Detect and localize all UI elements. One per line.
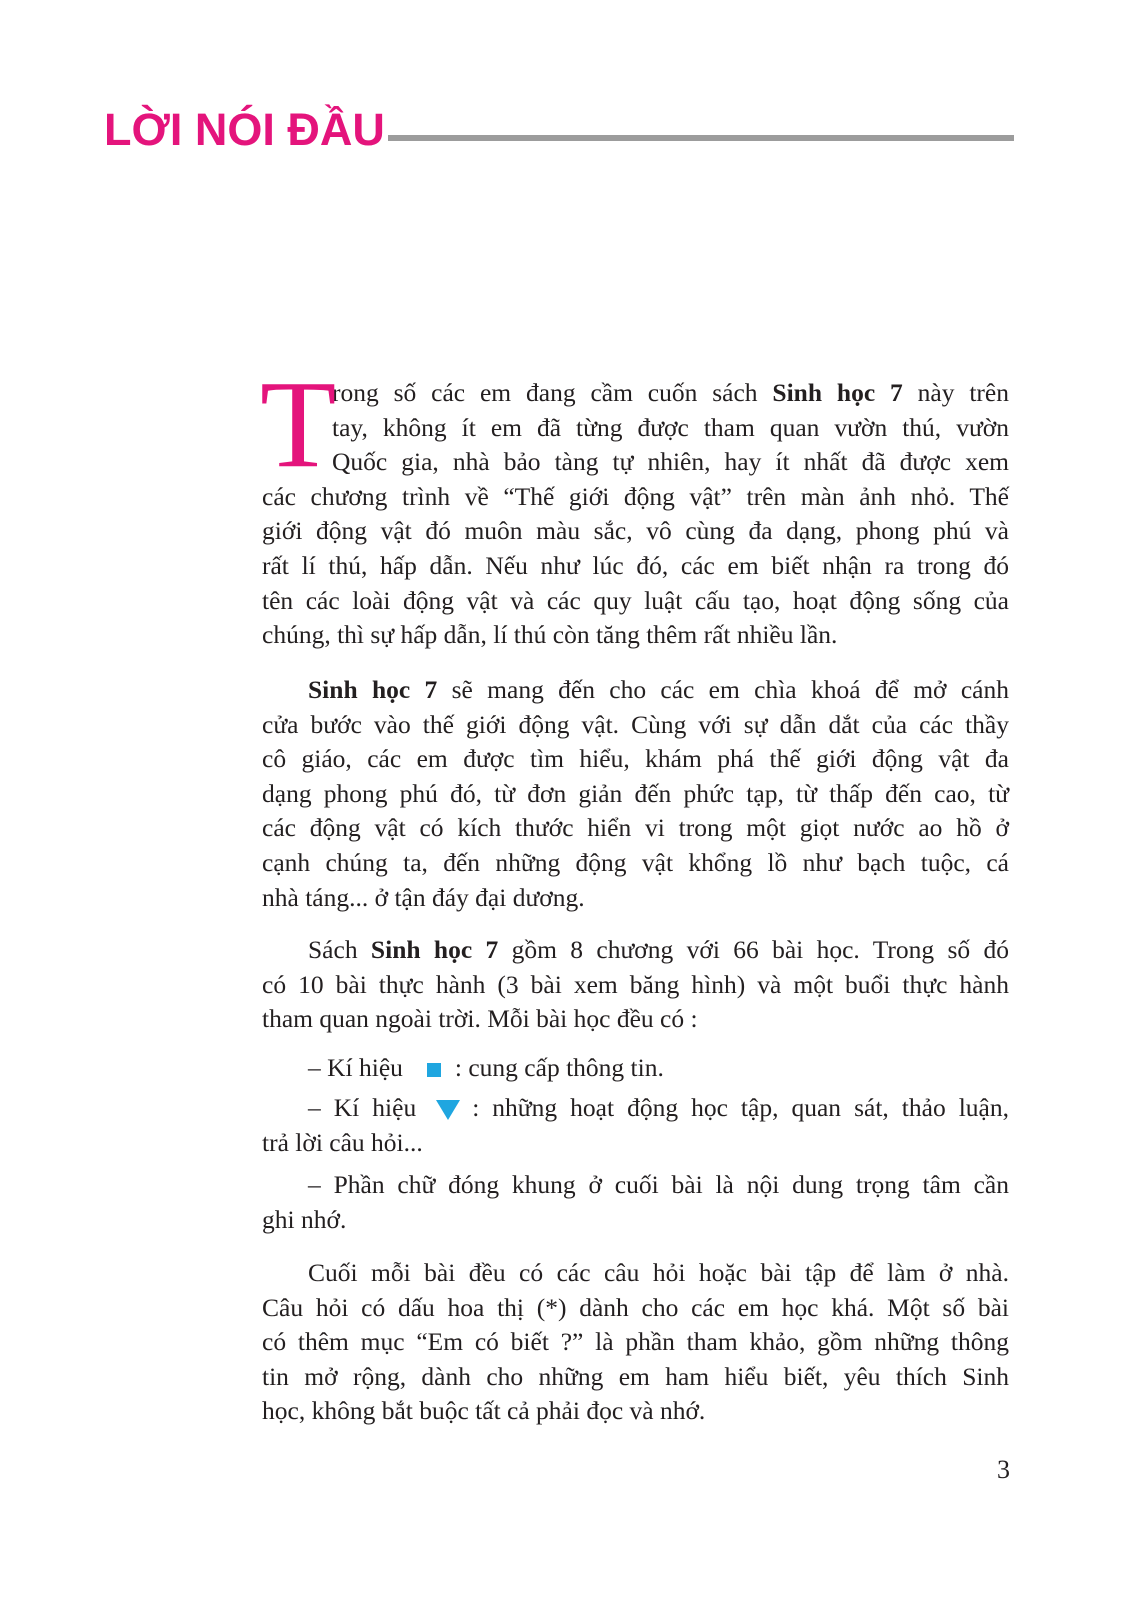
text-run: rong số các em đang cầm cuốn sách — [332, 378, 773, 407]
page-number: 3 — [997, 1455, 1010, 1484]
text-line: tin mở rộng, dành cho những em ham hiểu biết, yêu thích Sinh — [262, 1361, 1009, 1391]
text-line: ghi nhớ. — [262, 1204, 347, 1234]
text-line: nhà táng... ở tận đáy đại dương. — [262, 882, 585, 912]
text-line — [262, 1091, 1009, 1126]
text-line: có thêm mục “Em có biết ?” là phần tham khảo, gồm những thông — [262, 1327, 1009, 1357]
text-line: tay, không ít em đã từng được tham quan vườn thú, vườn — [332, 412, 1009, 442]
page-title: LỜI NÓI ĐẦU — [104, 104, 385, 155]
text-run: sẽ mang đến cho các em chìa khoá để mở cánh — [437, 675, 1009, 704]
legend-item-activity — [262, 1091, 1009, 1160]
legend-item-info — [262, 1051, 1009, 1086]
text-line — [262, 933, 1009, 968]
text-line: tham quan ngoài trời. Mỗi bài học đều có : — [262, 1004, 698, 1034]
paragraph-book-purpose — [262, 673, 1009, 915]
text-line: chúng, thì sự hấp dẫn, lí thú còn tăng thêm rất nhiều lần. — [262, 620, 838, 650]
text-line — [262, 376, 1009, 411]
text-line — [262, 1051, 1009, 1086]
text-line — [262, 673, 1009, 708]
text-line: dạng phong phú đó, từ đơn giản đến phức tạp, từ thấp đến cao, từ — [262, 778, 1009, 808]
blue-square-icon — [427, 1063, 441, 1077]
drop-cap: T — [260, 356, 337, 494]
text-line: có 10 bài thực hành (3 bài xem băng hình) và một buổi thực hành — [262, 969, 1009, 999]
paragraph-exercises-note — [262, 1256, 1009, 1429]
text-run: Sách — [308, 935, 371, 964]
text-line: các chương trình về “Thế giới động vật” trên màn ảnh nhỏ. Thế — [262, 481, 1009, 511]
text-line: giới động vật đó muôn màu sắc, vô cùng đa dạng, phong phú và — [262, 516, 1009, 546]
text-line: cửa bước vào thế giới động vật. Cùng với sự dẫn dắt của các thầy — [262, 709, 1009, 739]
text-run: : những hoạt động học tập, quan sát, thảo luận, — [472, 1093, 1009, 1122]
text-run: gồm 8 chương với 66 bài học. Trong số đó — [498, 935, 1009, 964]
text-run: : cung cấp thông tin. — [454, 1053, 664, 1082]
blue-triangle-down-icon — [436, 1100, 460, 1120]
text-line: học, không bắt buộc tất cả phải đọc và nhớ. — [262, 1396, 706, 1426]
text-line: tên các loài động vật và các quy luật cấu tạo, hoạt động sống của — [262, 585, 1009, 615]
text-line: cô giáo, các em được tìm hiểu, khám phá thế giới động vật đa — [262, 744, 1009, 774]
title-rule — [388, 135, 1014, 141]
legend-item-summary-box — [262, 1168, 1009, 1237]
text-run: này trên — [902, 378, 1009, 407]
text-line: cạnh chúng ta, đến những động vật khổng lồ như bạch tuộc, cá — [262, 847, 1009, 877]
text-line: – Phần chữ đóng khung ở cuối bài là nội dung trọng tâm cần — [308, 1170, 1009, 1199]
paragraph-intro — [260, 356, 1009, 653]
legend-lead: – Kí hiệu — [308, 1093, 417, 1122]
text-line: các động vật có kích thước hiển vi trong một giọt nước ao hồ ở — [262, 813, 1009, 843]
text-line: Quốc gia, nhà bảo tàng tự nhiên, hay ít nhất đã được xem — [332, 447, 1009, 477]
paragraph-book-structure — [262, 933, 1009, 1037]
text-line: Cuối mỗi bài đều có các câu hỏi hoặc bài tập để làm ở nhà. — [308, 1258, 1009, 1287]
text-line: rất lí thú, hấp dẫn. Nếu như lúc đó, các em biết nhận ra trong đó — [262, 550, 1009, 580]
book-title-bold: Sinh học 7 — [370, 935, 499, 964]
text-line: trả lời câu hỏi... — [262, 1127, 423, 1157]
legend-lead: – Kí hiệu — [308, 1053, 403, 1082]
text-line: Câu hỏi có dấu hoa thị (*) dành cho các em học khá. Một số bài — [262, 1292, 1009, 1322]
book-title-bold: Sinh học 7 — [308, 675, 438, 704]
book-title-bold: Sinh học 7 — [772, 378, 903, 407]
